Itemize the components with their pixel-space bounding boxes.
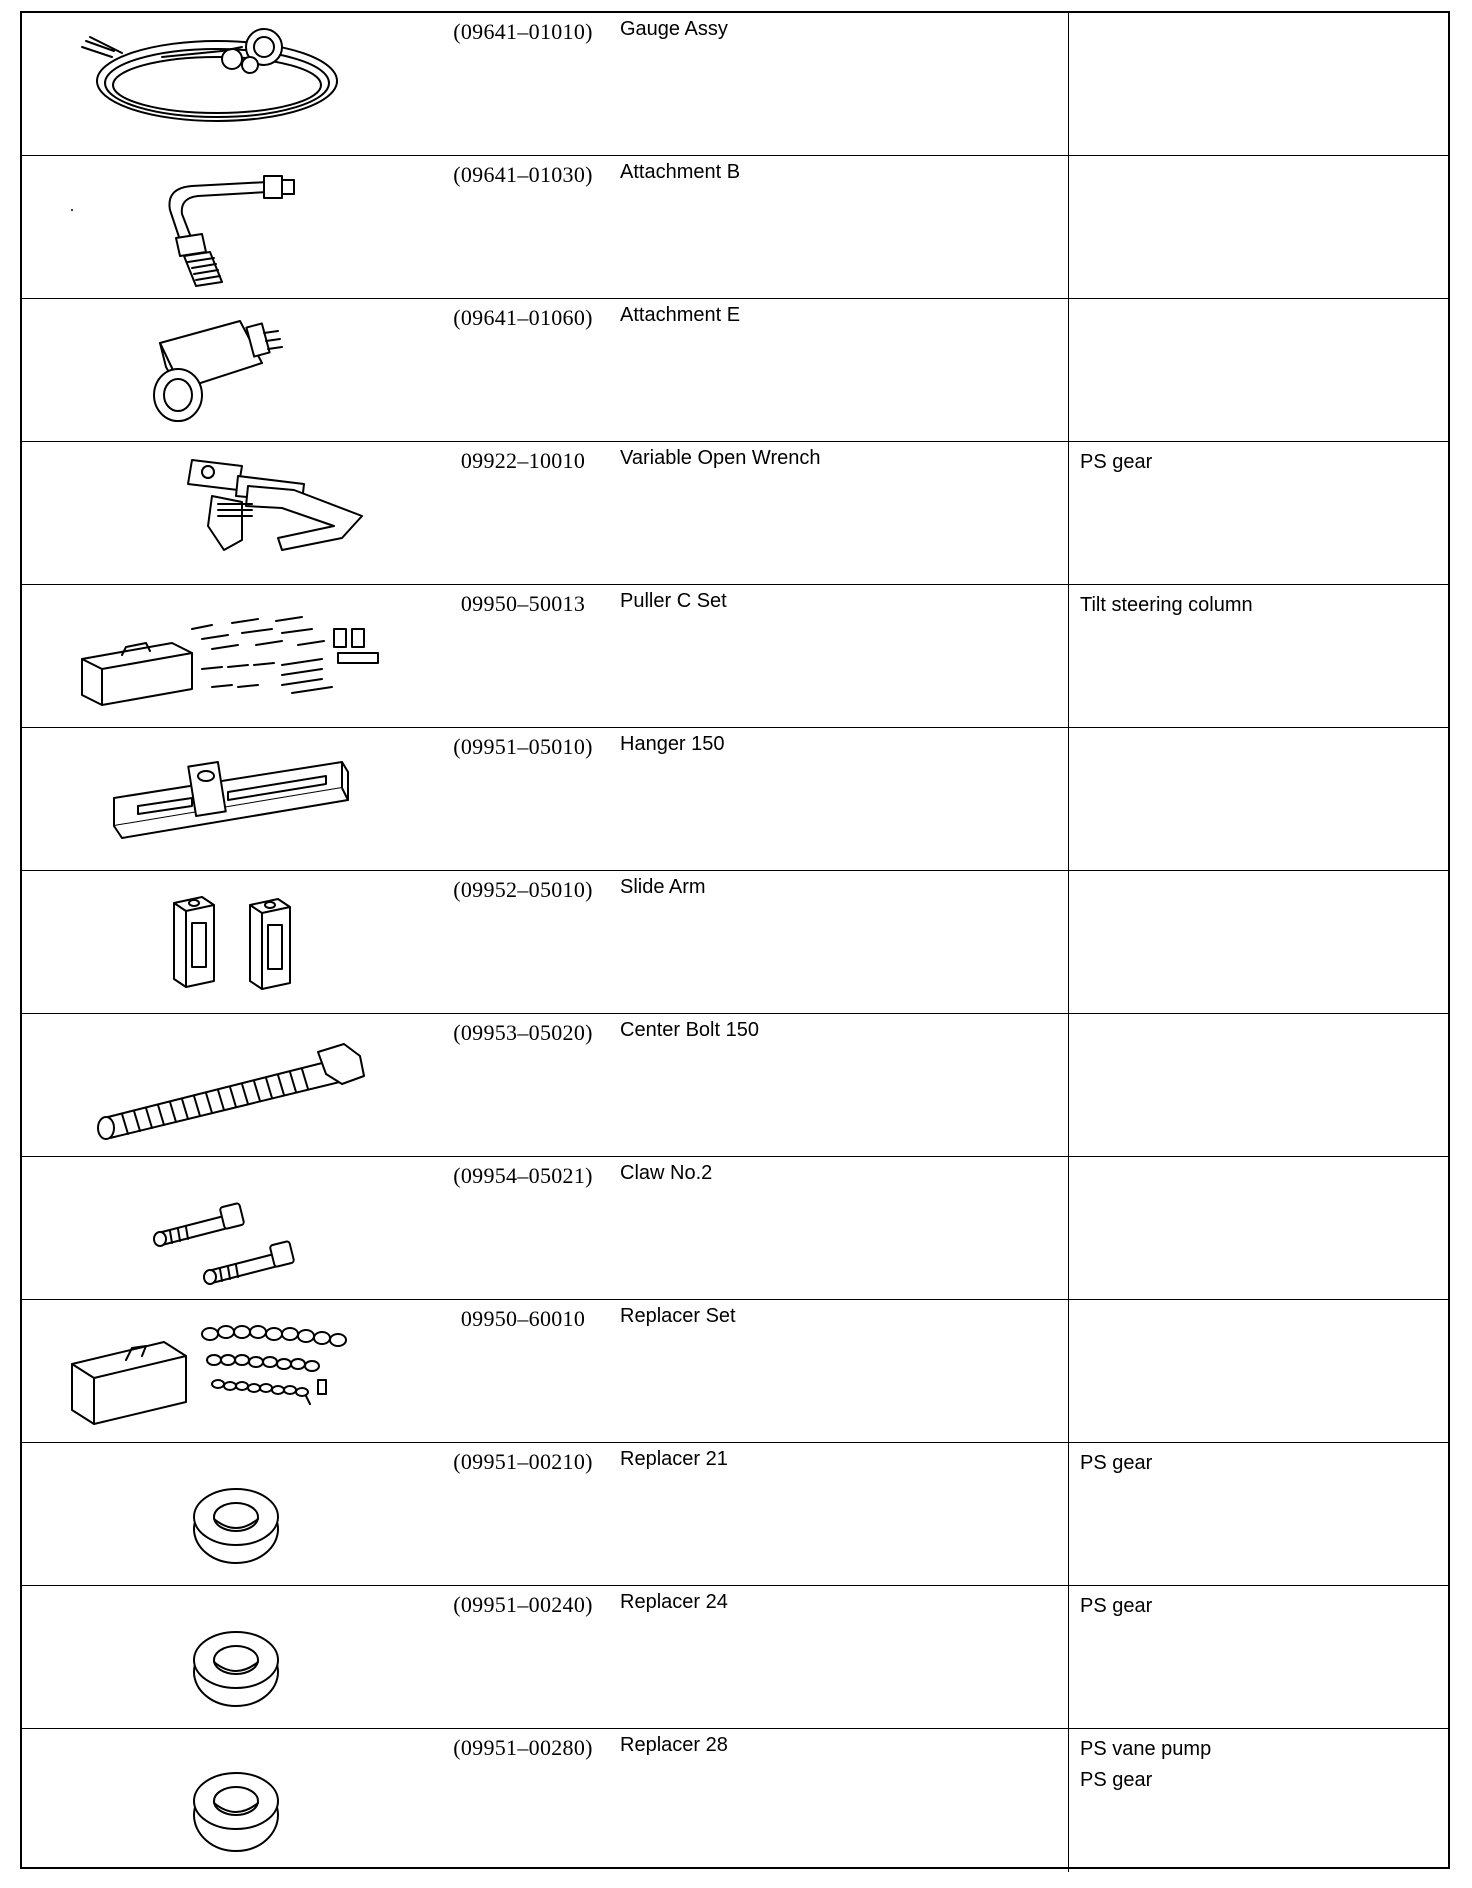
usage-note xyxy=(1080,1734,1211,1796)
usage-note xyxy=(1080,590,1253,621)
replacer-ring-icon xyxy=(42,1733,442,1867)
part-number: (09953–05020) xyxy=(453,1020,593,1045)
special-tools-table xyxy=(20,11,1450,1869)
part-number: 09950–60010 xyxy=(460,1306,586,1331)
part-number: 09922–10010 xyxy=(460,448,586,473)
part-number: (09951–00280) xyxy=(453,1735,593,1760)
column-divider xyxy=(1068,871,1069,1013)
tool-name: Attachment B xyxy=(620,161,741,183)
table-row xyxy=(22,728,1448,871)
usage-note xyxy=(1080,447,1152,478)
usage-note xyxy=(1080,1591,1152,1622)
column-divider xyxy=(1068,1729,1069,1872)
column-divider xyxy=(1068,299,1069,441)
table-row xyxy=(22,442,1448,585)
column-divider xyxy=(1068,13,1069,155)
replacer-ring-icon xyxy=(42,1590,442,1724)
column-divider xyxy=(1068,728,1069,870)
table-row xyxy=(22,1300,1448,1443)
table-row xyxy=(22,13,1448,156)
part-number: (09951–00240) xyxy=(453,1592,593,1617)
attachment-e-icon xyxy=(42,303,442,437)
usage-note-line: PS gear xyxy=(1080,451,1153,473)
tool-name: Claw No.2 xyxy=(620,1162,713,1184)
part-number: (09951–05010) xyxy=(453,734,593,759)
tool-name: Replacer 28 xyxy=(620,1734,728,1756)
tool-name: Variable Open Wrench xyxy=(620,447,821,469)
slide-arm-icon xyxy=(42,875,442,1009)
hanger-icon xyxy=(42,732,442,866)
part-number: (09951–00210) xyxy=(453,1449,593,1474)
tool-name: Hanger 150 xyxy=(620,733,725,755)
column-divider xyxy=(1068,1014,1069,1156)
usage-note-line: PS vane pump xyxy=(1080,1738,1212,1760)
tool-name: Slide Arm xyxy=(620,876,706,898)
attachment-b-icon xyxy=(42,160,442,294)
tool-name: Replacer 21 xyxy=(620,1448,728,1470)
part-number: (09954–05021) xyxy=(453,1163,593,1188)
part-number: 09950–50013 xyxy=(460,591,586,616)
table-row xyxy=(22,1014,1448,1157)
table-row xyxy=(22,1586,1448,1729)
wrench-icon xyxy=(42,446,442,580)
column-divider xyxy=(1068,585,1069,727)
tool-name: Replacer Set xyxy=(620,1305,736,1327)
replacer-ring-icon xyxy=(42,1447,442,1581)
column-divider xyxy=(1068,442,1069,584)
part-number: (09641–01010) xyxy=(453,19,593,44)
column-divider xyxy=(1068,1300,1069,1442)
part-number: (09952–05010) xyxy=(453,877,593,902)
column-divider xyxy=(1068,1157,1069,1299)
usage-note-line: PS gear xyxy=(1080,1452,1153,1474)
table-row xyxy=(22,156,1448,299)
column-divider xyxy=(1068,1586,1069,1728)
table-row xyxy=(22,585,1448,728)
table-row xyxy=(22,299,1448,442)
tool-name: Puller C Set xyxy=(620,590,727,612)
replacer-set-icon xyxy=(42,1304,442,1438)
tool-name: Center Bolt 150 xyxy=(620,1019,759,1041)
usage-note-line: PS gear xyxy=(1080,1595,1153,1617)
center-bolt-icon xyxy=(42,1018,442,1152)
usage-note-line: PS gear xyxy=(1080,1769,1153,1791)
column-divider xyxy=(1068,156,1069,298)
table-row xyxy=(22,1729,1448,1872)
usage-note xyxy=(1080,1448,1152,1479)
tool-name: Gauge Assy xyxy=(620,18,728,40)
tool-name: Replacer 24 xyxy=(620,1591,728,1613)
claw-icon xyxy=(42,1161,442,1295)
gauge-assy-icon xyxy=(42,17,442,151)
tool-name: Attachment E xyxy=(620,304,741,326)
usage-note-line: Tilt steering column xyxy=(1080,594,1253,616)
part-number: (09641–01030) xyxy=(453,162,593,187)
column-divider xyxy=(1068,1443,1069,1585)
table-row xyxy=(22,1157,1448,1300)
table-row xyxy=(22,1443,1448,1586)
puller-set-icon xyxy=(42,589,442,723)
part-number: (09641–01060) xyxy=(453,305,593,330)
table-row xyxy=(22,871,1448,1014)
